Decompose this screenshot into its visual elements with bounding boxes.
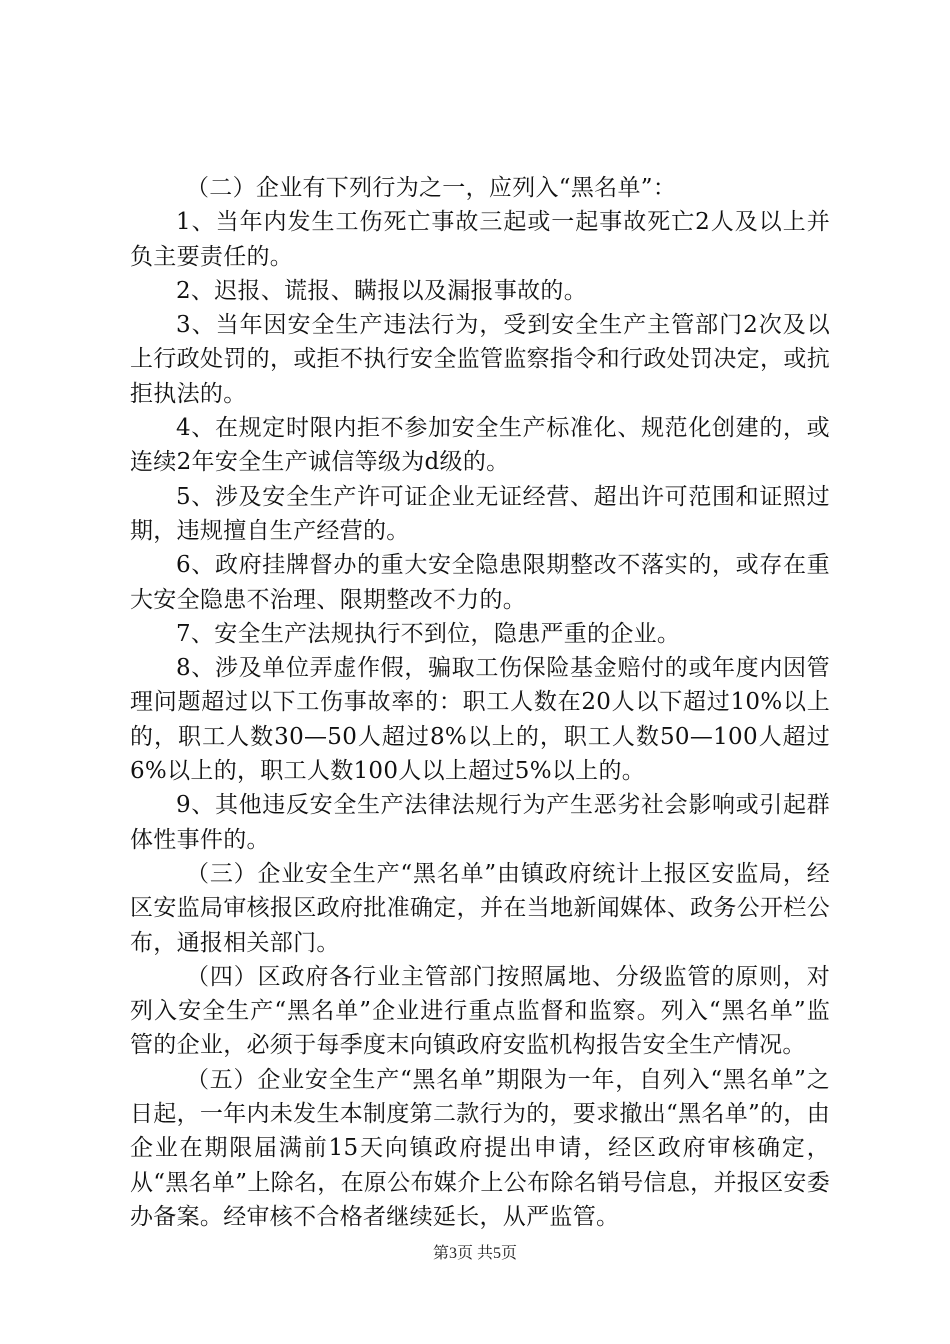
page-number-footer: 第3页 共5页 [432,1245,517,1262]
list-item-4: 4、在规定时限内拒不参加安全生产标准化、规范化创建的，或连续2年安全生产诚信等级为d级的。 [130,415,830,476]
list-item-2: 2、迟报、谎报、瞒报以及漏报事故的。 [176,277,588,304]
section-paragraph-4: （四）区政府各行业主管部门按照属地、分级监管的原则，对列入安全生产“黑名单”企业进行重点监督和监察。列入“黑名单”监管的企业，必须于每季度末向镇政府安监机构报告安全生产情况。 [130,963,830,1059]
section-heading-2: （二）企业有下列行为之一，应列入“黑名单”： [186,175,677,201]
list-item-6: 6、政府挂牌督办的重大安全隐患限期整改不落实的，或存在重大安全隐患不治理、限期整改不力的。 [130,552,830,613]
document-body [130,171,830,1234]
list-item-3: 3、当年因安全生产违法行为，受到安全生产主管部门2次及以上行政处罚的，或拒不执行安全监管监察指令和行政处罚决定，或抗拒执法的。 [130,312,830,407]
list-item-7: 7、安全生产法规执行不到位，隐患严重的企业。 [176,620,681,647]
list-item-9: 9、其他违反安全生产法律法规行为产生恶劣社会影响或引起群体性事件的。 [130,792,830,853]
list-item-1: 1、当年内发生工伤死亡事故三起或一起事故死亡2人及以上并负主要责任的。 [130,209,830,270]
section-paragraph-5: （五）企业安全生产“黑名单”期限为一年，自列入“黑名单”之日起，一年内未发生本制度第二款行为的，要求撤出“黑名单”的，由企业在期限届满前15天向镇政府提出申请，经区政府审核确定，从“黑名单”上除名，在原公布媒介上公布除名销号信息，并报区安委办备案。经审核不合格者继续延长，从严监管。 [130,1066,830,1230]
list-item-5: 5、涉及安全生产许可证企业无证经营、超出许可范围和证照过期，违规擅自生产经营的。 [130,483,830,544]
list-item-8: 8、涉及单位弄虚作假，骗取工伤保险基金赔付的或年度内因管理问题超过以下工伤事故率的：职工人数在20人以下超过10%以上的，职工人数30—50人超过8%以上的，职工人数50—100人超过6%以上的，职工人数100人以上超过5%以上的。 [130,655,830,785]
section-paragraph-3: （三）企业安全生产“黑名单”由镇政府统计上报区安监局，经区安监局审核报区政府批准确定，并在当地新闻媒体、政务公开栏公布，通报相关部门。 [130,860,830,956]
